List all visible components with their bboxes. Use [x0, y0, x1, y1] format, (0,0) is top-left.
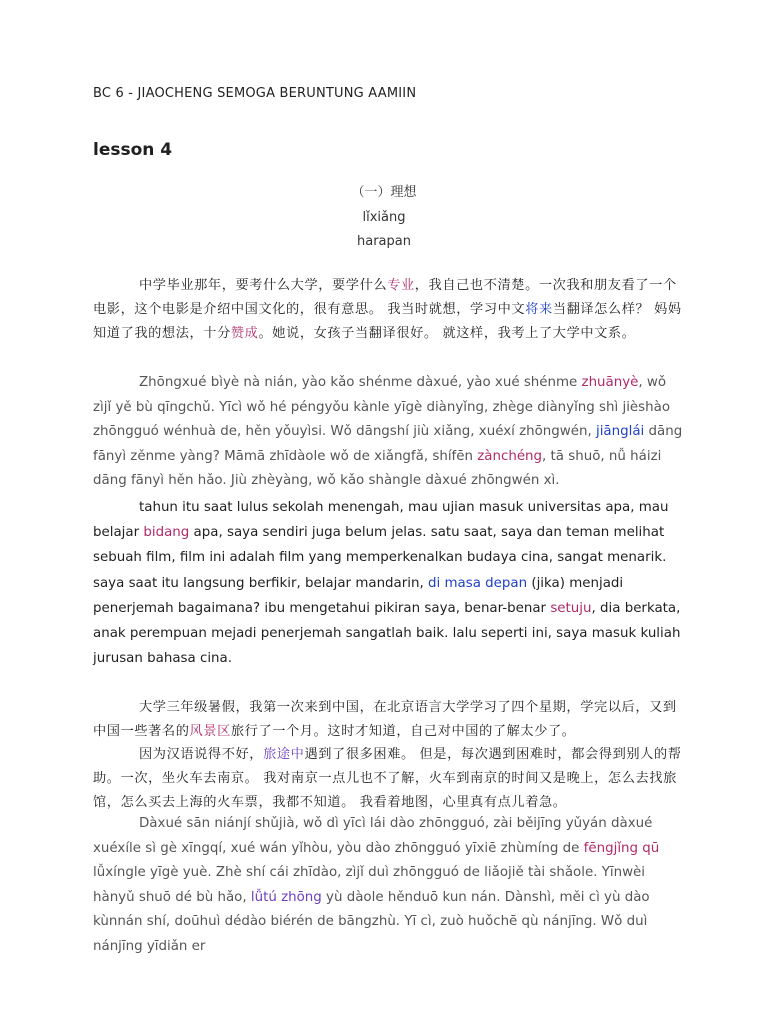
topic-indonesian: harapan	[357, 234, 411, 249]
highlight-word: bidang	[143, 525, 190, 541]
highlight-word: jiānglái	[595, 424, 645, 439]
text-segment: 。她说，女孩子当翻译很好。 就这样，我考上了大学中文系。	[258, 326, 636, 341]
text-segment: dāng fānyì zěnme yàng? Māmā zhīdàole wǒ de xiǎngfǎ, shífēn	[93, 424, 683, 464]
paragraph-indonesian-1	[93, 495, 683, 671]
text-segment: apa, saya sendiri juga belum jelas. satu saat, saya dan teman melihat sebuah film, film ini adalah film yang memperkenalkan budaya cina, sangat menarik. saya saat itu langsung berfikir, belajar mandarin,	[93, 525, 667, 591]
text-segment: 中学毕业那年，要考什么大学，要学什么	[139, 278, 388, 293]
text-segment: (jika) menjadi penerjemah bagaimana? ibu mengetahui pikiran saya, benar-benar	[93, 575, 624, 616]
paragraph-chinese-1	[93, 274, 683, 346]
highlight-word: 赞成	[230, 326, 259, 341]
lesson-title: lesson 4	[93, 140, 173, 160]
text-segment: lǚxíngle yīgè yuè. Zhè shí cái zhīdào, zìjǐ duì zhōngguó de liǎojiě tài shǎole. Yīnwèi hànyǔ shuō dé bù hǎo,	[93, 865, 646, 905]
topic-chinese: （一）理想	[351, 185, 417, 200]
paragraph-pinyin-1	[93, 371, 683, 494]
highlight-word: zhuānyè	[581, 375, 639, 390]
text-segment: , wǒ zìjǐ yě bù qīngchǔ. Yīcì wǒ hé péngyǒu kànle yīgè diànyǐng, zhège diànyǐng shì jièshào zhōngguó wénhuà de, hěn yǒuyìsi. Wǒ dāngshí jiù xiǎng, xuéxí zhōngwén,	[93, 375, 671, 439]
highlight-word: 专业	[387, 278, 415, 293]
text-segment: , dia berkata, anak perempuan mejadi penerjemah sangatlah baik. lalu seperti ini, saya masuk kuliah jurusan bahasa cina.	[93, 600, 681, 667]
text-segment: 遇到了很多困难。 但是，每次遇到困难时，都会得到别人的帮助。一次，坐火车去南京。 我对南京一点儿也不了解，火车到南京的时间又是晚上，怎么去找旅馆，怎么买去上海的火车票，我都不知道。 我看着地图，心里真有点儿着急。	[93, 747, 682, 810]
highlight-word: 将来	[525, 302, 553, 317]
highlight-word: zànchéng	[477, 448, 543, 464]
highlight-word: lǚtú zhōng	[250, 889, 322, 905]
text-segment: ，我自己也不清楚。一次我和朋友看了一个电影，这个电影是介绍中国文化的，很有意思。 我当时就想，学习中文	[93, 278, 677, 317]
topic-pinyin: lǐxiǎng	[362, 210, 406, 225]
highlight-word: 风景区	[189, 724, 231, 739]
highlight-word: 旅途中	[263, 747, 305, 762]
text-segment: 因为汉语说得不好，	[139, 747, 264, 762]
text-segment: 旅行了一个月。这时才知道，自己对中国的了解太少了。	[230, 724, 576, 739]
text-segment: , tā shuō, nǚ háizi dāng fānyì hěn hǎo. Jiù zhèyàng, wǒ kǎo shàngle dàxué zhōngwén xì.	[93, 448, 662, 488]
highlight-word: fēngjǐng qū	[583, 840, 660, 856]
document-header: BC 6 - JIAOCHENG SEMOGA BERUNTUNG AAMIIN	[93, 86, 417, 101]
paragraph-chinese-3	[93, 743, 683, 815]
text-segment: tahun itu saat lulus sekolah menengah, mau ujian masuk universitas apa, mau belajar	[93, 500, 669, 541]
text-segment: 大学三年级暑假，我第一次来到中国，在北京语言大学学习了四个星期，学完以后，又到中国一些著名的	[93, 700, 677, 739]
highlight-word: setuju	[550, 600, 592, 616]
paragraph-chinese-2	[93, 696, 683, 744]
text-segment: Dàxué sān niánjí shǔjià, wǒ dì yīcì lái dào zhōngguó, zài běijīng yǔyán dàxué xuéxíle sì gè xīngqí, xué wán yǐhòu, yòu dào zhōngguó yīxiē zhùmíng de	[93, 816, 653, 856]
text-segment: yù dàole hěnduō kun nán. Dànshì, měi cì yù dào kùnnán shí, doūhuì dédào biérén de bāngzhù. Yī cì, zuò huǒchē qù nánjīng. Wǒ duì nánjīng yīdiǎn er	[93, 889, 650, 954]
text-segment: 当翻译怎么样？ 妈妈知道了我的想法，十分	[93, 302, 682, 341]
paragraph-pinyin-2	[93, 812, 683, 959]
text-segment: Zhōngxué bìyè nà nián, yào kǎo shénme dàxué, yào xué shénme	[139, 375, 582, 390]
highlight-word: di masa depan	[428, 575, 528, 591]
